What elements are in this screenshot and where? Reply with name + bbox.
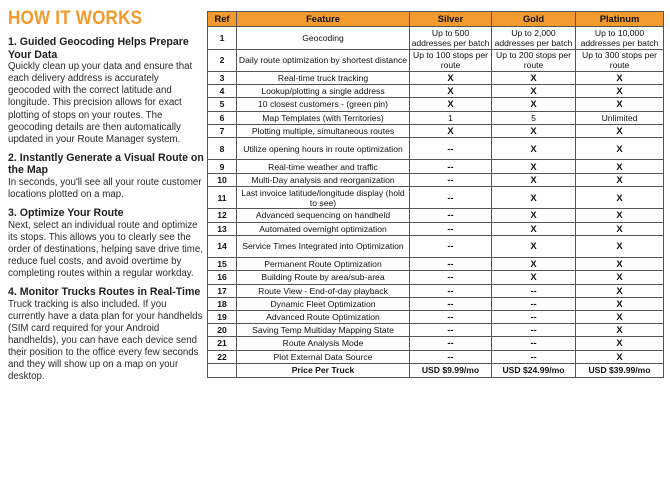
price-gold: USD $24.99/mo [492,363,576,377]
platinum-cell: X [576,271,664,284]
section-visual-route [8,152,204,201]
feature-cell: Real-time weather and traffic [237,160,410,173]
table-row [208,72,664,85]
table-row [208,27,664,50]
section-title: 4. Monitor Trucks Routes in Real-Time [8,286,201,299]
table-row [208,310,664,323]
feature-comparison-table-wrapper [207,11,663,378]
ref-cell: 4 [208,85,237,98]
price-ref-cell [208,363,237,377]
feature-cell: Geocoding [237,27,410,50]
feature-cell: Utilize opening hours in route optimization [237,137,410,160]
platinum-cell: Unlimited [576,111,664,124]
table-row [208,137,664,160]
feature-cell: Saving Temp Multiday Mapping State [237,324,410,337]
table-row [208,98,664,111]
gold-cell: X [492,209,576,222]
silver-cell: -- [410,271,492,284]
silver-cell: -- [410,173,492,186]
header-gold: Gold [492,12,576,27]
feature-comparison-table [207,11,664,378]
table-row [208,297,664,310]
ref-cell: 18 [208,297,237,310]
platinum-cell: X [576,222,664,235]
section-geocoding [8,36,204,146]
ref-cell: 7 [208,124,237,137]
gold-cell: X [492,85,576,98]
feature-cell: Daily route optimization by shortest distance [237,49,410,72]
gold-cell: 5 [492,111,576,124]
feature-cell: Last invoice latitude/longitude display (hold to see) [237,186,410,209]
section-title: 1. Guided Geocoding Helps Prepare Your Data [8,36,189,61]
gold-cell: -- [492,324,576,337]
feature-cell: Multi-Day analysis and reorganization [237,173,410,186]
silver-cell: X [410,98,492,111]
ref-cell: 5 [208,98,237,111]
gold-cell: X [492,137,576,160]
price-label: Price Per Truck [237,363,410,377]
ref-cell: 2 [208,49,237,72]
ref-cell: 3 [208,72,237,85]
gold-cell: -- [492,297,576,310]
table-row [208,271,664,284]
table-header-row [208,12,664,27]
feature-cell: Advanced Route Optimization [237,310,410,323]
header-platinum: Platinum [576,12,664,27]
ref-cell: 14 [208,235,237,258]
ref-cell: 21 [208,337,237,350]
feature-cell: Permanent Route Optimization [237,258,410,271]
price-platinum: USD $39.99/mo [576,363,664,377]
feature-cell: Real-time truck tracking [237,72,410,85]
gold-cell: X [492,173,576,186]
platinum-cell: X [576,85,664,98]
platinum-cell: X [576,124,664,137]
table-row [208,235,664,258]
platinum-cell: X [576,98,664,111]
platinum-cell: X [576,137,664,160]
table-row [208,160,664,173]
platinum-cell: X [576,350,664,363]
page-title: HOW IT WORKS [8,8,143,29]
platinum-cell: X [576,310,664,323]
gold-cell: X [492,160,576,173]
section-body: In seconds, you'll see all your route customer locations plotted on a map. [8,177,202,201]
section-title: 3. Optimize Your Route [8,207,124,220]
feature-cell: 10 closest customers - (green pin) [237,98,410,111]
platinum-cell: X [576,160,664,173]
feature-cell: Plot External Data Source [237,350,410,363]
ref-cell: 19 [208,310,237,323]
price-silver: USD $9.99/mo [410,363,492,377]
table-row [208,186,664,209]
section-optimize [8,207,204,280]
silver-cell: -- [410,209,492,222]
ref-cell: 8 [208,137,237,160]
platinum-cell: X [576,258,664,271]
silver-cell: Up to 100 stops per route [410,49,492,72]
silver-cell: 1 [410,111,492,124]
silver-cell: -- [410,235,492,258]
silver-cell: -- [410,137,492,160]
gold-cell: -- [492,284,576,297]
gold-cell: X [492,186,576,209]
platinum-cell: Up to 10,000 addresses per batch [576,27,664,50]
platinum-cell: X [576,284,664,297]
platinum-cell: X [576,235,664,258]
silver-cell: X [410,124,492,137]
ref-cell: 15 [208,258,237,271]
gold-cell: -- [492,337,576,350]
table-row [208,284,664,297]
ref-cell: 9 [208,160,237,173]
ref-cell: 1 [208,27,237,50]
feature-cell: Building Route by area/sub-area [237,271,410,284]
gold-cell: X [492,222,576,235]
silver-cell: -- [410,284,492,297]
gold-cell: Up to 200 stops per route [492,49,576,72]
feature-cell: Route Analysis Mode [237,337,410,350]
section-body: Quickly clean up your data and ensure that each delivery address is accurately geocoded with the correct latitude and longitude. This precision allows for exact plotting of stops on your routes. The geocoding details are then automatically updated in your Route Manager system. [8,61,193,145]
feature-cell: Plotting multiple, simultaneous routes [237,124,410,137]
table-row [208,337,664,350]
platinum-cell: X [576,324,664,337]
ref-cell: 11 [208,186,237,209]
table-row [208,222,664,235]
gold-cell: X [492,124,576,137]
platinum-cell: Up to 300 stops per route [576,49,664,72]
header-feature: Feature [237,12,410,27]
ref-cell: 16 [208,271,237,284]
gold-cell: X [492,271,576,284]
gold-cell: Up to 2,000 addresses per batch [492,27,576,50]
feature-cell: Service Times Integrated into Optimization [237,235,410,258]
table-row [208,49,664,72]
section-title: 2. Instantly Generate a Visual Route on the Map [8,151,204,177]
table-row [208,85,664,98]
gold-cell: X [492,258,576,271]
silver-cell: Up to 500 addresses per batch [410,27,492,50]
silver-cell: -- [410,324,492,337]
silver-cell: -- [410,297,492,310]
gold-cell: -- [492,350,576,363]
ref-cell: 12 [208,209,237,222]
how-it-works-panel [8,8,204,390]
platinum-cell: X [576,173,664,186]
table-row [208,111,664,124]
feature-cell: Automated overnight optimization [237,222,410,235]
ref-cell: 13 [208,222,237,235]
gold-cell: -- [492,310,576,323]
section-monitor [8,286,204,383]
table-row [208,173,664,186]
platinum-cell: X [576,72,664,85]
silver-cell: -- [410,222,492,235]
table-row [208,258,664,271]
feature-cell: Map Templates (with Territories) [237,111,410,124]
platinum-cell: X [576,186,664,209]
table-row [208,124,664,137]
gold-cell: X [492,98,576,111]
silver-cell: -- [410,160,492,173]
silver-cell: -- [410,310,492,323]
ref-cell: 20 [208,324,237,337]
silver-cell: -- [410,186,492,209]
section-body: Truck tracking is also included. If you currently have a data plan for your handhelds (SIM card required for your Android handhelds), you can have each device send their position to the office every few seconds and they will show up on a map on your desktop. [8,298,203,383]
platinum-cell: X [576,209,664,222]
silver-cell: -- [410,337,492,350]
table-row [208,324,664,337]
header-silver: Silver [410,12,492,27]
table-row [208,350,664,363]
section-body: Next, select an individual route and optimize its stops. This allows you to clearly see the order of destinations, helping save drive time, reduce fuel costs, and avoid overtime by completing routes within a regular workday. [8,219,203,280]
table-row [208,209,664,222]
ref-cell: 17 [208,284,237,297]
silver-cell: X [410,85,492,98]
silver-cell: -- [410,350,492,363]
silver-cell: X [410,72,492,85]
platinum-cell: X [576,337,664,350]
price-row [208,363,664,377]
platinum-cell: X [576,297,664,310]
gold-cell: X [492,235,576,258]
gold-cell: X [492,72,576,85]
feature-cell: Advanced sequencing on handheld [237,209,410,222]
silver-cell: -- [410,258,492,271]
ref-cell: 6 [208,111,237,124]
feature-cell: Lookup/plotting a single address [237,85,410,98]
feature-cell: Dynamic Fleet Optimization [237,297,410,310]
header-ref: Ref [208,12,237,27]
ref-cell: 10 [208,173,237,186]
feature-cell: Route View - End-of-day playback [237,284,410,297]
ref-cell: 22 [208,350,237,363]
